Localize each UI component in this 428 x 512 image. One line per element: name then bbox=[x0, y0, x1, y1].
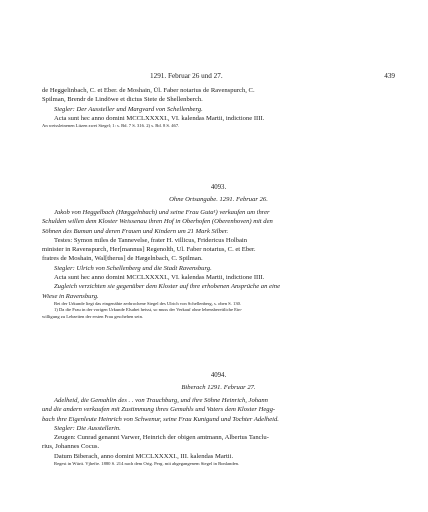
footnote: willigung zu Lebzeiten der ersten Frau geschehen sein. bbox=[42, 313, 144, 319]
document-heading: Ohne Ortsangabe. 1291. Februar 26. bbox=[169, 196, 268, 203]
summary-line: Schulden willen dem Kloster Weissenau ihren Hof in Oberhofen (Oberenhoven) mit den bbox=[42, 218, 273, 226]
page-header bbox=[42, 72, 395, 82]
acta-line: Acta sunt hec anno domini MCCLXXXXI., VI. kalendas Martii, indictione IIII. bbox=[54, 114, 265, 122]
datum-line: Datum Biberach, anno domini MCCLXXXXI., III. kalendas Martii. bbox=[54, 452, 234, 460]
carryover-text bbox=[42, 86, 395, 130]
page-number: 439 bbox=[384, 72, 395, 80]
carryover-line: de Heggelinbach, C. et Eber. de Moshain, Ül. Faber notarius de Ravenspurch, C. bbox=[42, 87, 255, 94]
summary-line: Adelheid, die Gemahlin des . . von Trauchburg, und ihre Söhne Heinrich, Johann bbox=[54, 397, 268, 404]
document-4093-body bbox=[42, 208, 395, 320]
sealer-line: Siegler: Die Ausstellerin. bbox=[54, 424, 121, 432]
carryover-line: Spilman, Brendr de Lindöwe et dictus Stete de Shellenberch. bbox=[42, 96, 203, 104]
note-line: Wiese in Ravensburg. bbox=[42, 292, 99, 300]
summary-line: Söhnen des Buman und deren Frauen und Kindern um 21 Mark Silber. bbox=[42, 227, 229, 235]
witness-line: Zeugen: Cunrad genannt Varwer, Heinrich der obigen amtmann, Albertus Tanclu- bbox=[54, 434, 269, 442]
sealer-line: Siegler: Ulrich von Schellenberg und die Stadt Ravensburg. bbox=[54, 264, 212, 272]
summary-line: bach ihre Eigenleute Heinrich von Schwenur, seine Frau Kunigund und Tochter Adelheid. bbox=[42, 415, 279, 423]
acta-line: Acta sunt hec anno domini MCCLXXXXI., VI. kalendas Martii, indictione IIII. bbox=[54, 274, 265, 282]
summary-line: und die andern verkaufen mit Zustimmung ihres Gemahls und Vaters dem Kloster Hegg- bbox=[42, 406, 276, 414]
note-line: Zugleich verzichten sie gegenüber dem Kloster auf ihre erhobenen Ansprüche an eine bbox=[54, 283, 281, 291]
witness-line: fratres de Moshain, Wal[therus] de Hægelnbach, C. Spilman. bbox=[42, 255, 203, 263]
footnote: 1) Da die Frau in der vorigen Urkunde Elsabet heisst, so muss der Verkauf ohne lebensbereitliche Ein- bbox=[54, 307, 243, 313]
document-4094-body bbox=[42, 396, 395, 467]
document-number: 4094. bbox=[210, 372, 227, 379]
document-heading: Biberach 1291. Februar 27. bbox=[181, 384, 256, 391]
document-number: 4093. bbox=[210, 184, 227, 191]
witness-line: minister in Ravenspurch, Her[mannus] Regenolth, Ul. Faber notarius, C. et Eber. bbox=[42, 246, 256, 254]
footnote: An weissleinenen Litzen zwei Siegel; 1: s. Bd. 7 S. 316. 2) s. Bd. 8 S. 467. bbox=[42, 123, 180, 129]
summary-line: Jakob von Heggelbach (Hœggelnbach) und seine Frau Guta¹) verkaufen um ihrer bbox=[54, 209, 270, 216]
witness-line: rius, Johannes Cocus. bbox=[42, 443, 100, 451]
running-head: 1291. Februar 26 und 27. bbox=[150, 72, 223, 80]
footnote: Regest in Württ. Vjhefte. 1880 S. 214 nach dem Orig. Perg. mit abgegangenem Siegel in Bonlanden. bbox=[54, 461, 240, 467]
witness-line: Testes: Symon miles de Tannevelse, frater H. villicus, Fridericus Holbain bbox=[54, 236, 248, 244]
footnote: Bei der Urkunde liegt das eingenähte zerbrochene Siegel des Ulrich von Schellenberg, s. oben S. 130. bbox=[54, 300, 242, 306]
sealer-line: Siegler: Der Aussteller und Margvard von Schellenberg. bbox=[54, 105, 203, 113]
